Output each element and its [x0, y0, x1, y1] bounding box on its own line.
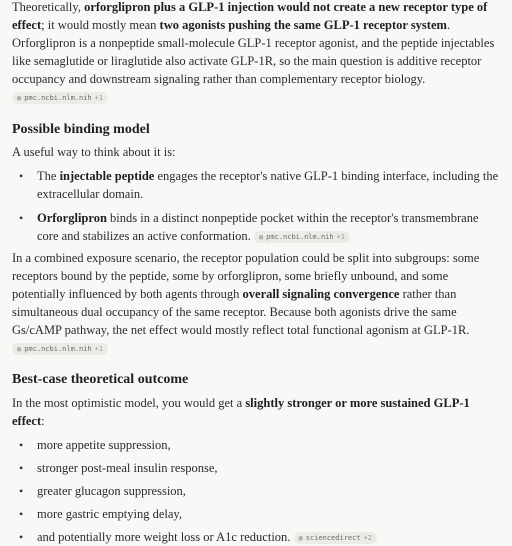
binding-paragraph	[12, 249, 500, 339]
section-heading-outcome: Best-case theoretical outcome	[12, 372, 189, 387]
citation-chip[interactable]	[12, 343, 108, 355]
item-text: engages the receptor's native GLP-1 binding interface, including the extracellular domain.	[37, 169, 499, 201]
list-item	[12, 459, 500, 477]
citation-count: +1	[94, 345, 104, 354]
item-bold: Orforglipron	[37, 211, 107, 225]
citation-source: pmc.ncbi.nlm.nih	[24, 345, 92, 354]
outcome-lead-end: :	[41, 414, 45, 428]
intro-bold-2: two agonists pushing the same GLP-1 receptor system	[159, 18, 447, 32]
item-bold: injectable peptide	[59, 169, 155, 183]
citation-chip[interactable]	[254, 231, 350, 243]
bullet-icon: •	[19, 438, 24, 452]
citation-source: sciencedirect	[305, 534, 361, 543]
para-text-1: In a combined exposure scenario, the receptor population could be split into subgroups: some receptors bound by the peptide, some by orforglipron, some briefly unbound, and some potentially influenced by both agents through	[12, 251, 480, 301]
citation-chip[interactable]	[294, 532, 377, 544]
bullet-icon: •	[19, 169, 24, 183]
bullet-icon: •	[19, 461, 24, 475]
bullet-icon: •	[19, 530, 24, 544]
bullet-icon: •	[19, 211, 24, 225]
list-item	[12, 209, 500, 245]
para-bold: overall signaling convergence	[242, 287, 400, 301]
citation-count: +1	[94, 94, 104, 103]
outcome-list	[12, 436, 500, 546]
intro-text-2: ; it would mostly mean	[41, 18, 160, 32]
item-text: more appetite suppression,	[37, 438, 171, 452]
citation-source: pmc.ncbi.nlm.nih	[266, 233, 334, 242]
globe-icon: ◍	[17, 345, 22, 354]
intro-paragraph	[12, 0, 500, 88]
item-text: binds in a distinct nonpeptide pocket within the receptor's transmembrane core and stabilizes an active conformation.	[37, 211, 479, 243]
binding-lead: A useful way to think about it is:	[12, 145, 176, 159]
binding-list	[12, 167, 500, 245]
intro-bold-1: orforglipron plus a GLP-1 injection would not create a new receptor type of effect	[12, 0, 488, 32]
list-item	[12, 482, 500, 500]
globe-icon: ◍	[17, 94, 22, 103]
list-item	[12, 528, 500, 546]
citation-count: +2	[363, 534, 372, 543]
para-text-2: rather than simultaneous dual occupancy of the same receptor. Because both agonists drive the same Gs/cAMP pathway, the net effect would mostly reflect total functional agonism at GLP-1R.	[12, 287, 470, 337]
list-item	[12, 167, 500, 203]
outcome-lead	[12, 394, 500, 430]
citation-count: +1	[336, 233, 346, 242]
outcome-lead-bold: slightly stronger or more sustained GLP-1 effect	[12, 396, 470, 428]
item-text: greater glucagon suppression,	[37, 484, 186, 498]
item-text: more gastric emptying delay,	[37, 507, 182, 521]
item-text: stronger post-meal insulin response,	[37, 461, 218, 475]
globe-icon: ◍	[258, 233, 264, 242]
citation-chip[interactable]	[12, 92, 108, 104]
citation-source: pmc.ncbi.nlm.nih	[24, 94, 92, 103]
bullet-icon: •	[19, 507, 24, 521]
intro-text-3: . Orforglipron is a nonpeptide small-molecule GLP-1 receptor agonist, and the peptide injectables like semaglutide or liraglutide also activate GLP-1R, so the main question is additive receptor occupancy and downstream signaling rather than complementary receptor biology.	[12, 18, 495, 86]
list-item	[12, 505, 500, 523]
outcome-lead-text: In the most optimistic model, you would get a	[12, 396, 246, 410]
bullet-icon: •	[19, 484, 24, 498]
globe-icon: ◍	[298, 534, 303, 543]
list-item	[12, 436, 500, 454]
item-text-pre: The	[37, 169, 60, 183]
section-heading-binding: Possible binding model	[12, 122, 150, 137]
item-text: and potentially more weight loss or A1c reduction.	[37, 530, 291, 544]
intro-text-1: Theoretically,	[12, 0, 85, 14]
